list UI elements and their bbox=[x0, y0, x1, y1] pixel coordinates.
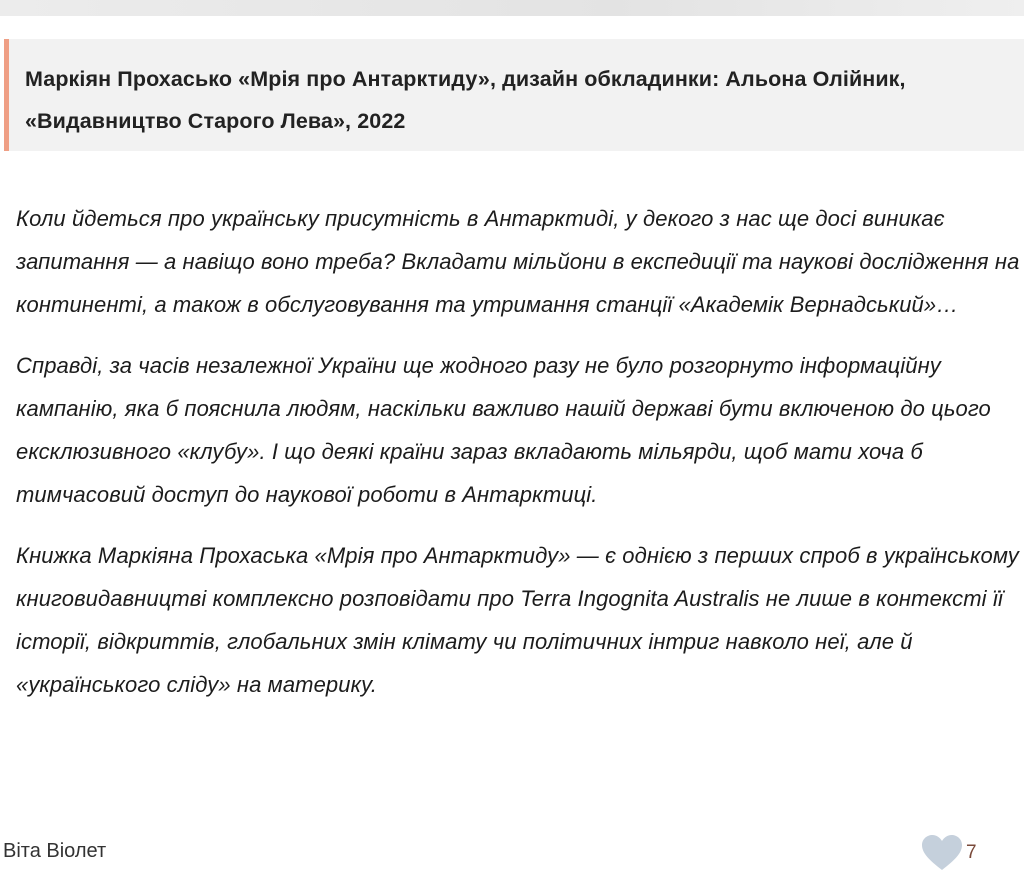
article-paragraph: Книжка Маркіяна Прохаська «Мрія про Антарктиду» — є однією з перших спроб в українському книговидавництві комплексно розповідати про Terra Ingognita Australis не лише в контексті її історії, відкриттів, глобальних змін клімату чи політичних інтриг навколо неї, але й «українського сліду» на материку. bbox=[16, 543, 1019, 697]
heart-icon bbox=[921, 834, 963, 872]
article-paragraph: Коли йдеться про українську присутність в Антарктиді, у декого з нас ще досі виникає запитання — а навіщо воно треба? Вкладати мільйони в експедиції та наукові дослідження на континенті, а також в обслуговування та утримання станції «Академік Вернадський»… bbox=[16, 206, 1020, 317]
like-count: 7 bbox=[966, 842, 977, 863]
author-name[interactable]: Віта Віолет bbox=[3, 840, 107, 862]
image-caption bbox=[4, 39, 1024, 151]
article-paragraph: Справді, за часів незалежної України ще жодного разу не було розгорнуто інформаційну кампанію, яка б пояснила людям, наскільки важливо нашій державі бути включеною до цього ексклюзивного «клубу». І що деякі країни зараз вкладають мільярди, щоб мати хоча б тимчасовий доступ до наукової роботи в Антарктиці. bbox=[16, 353, 991, 507]
caption-text: Маркіян Прохасько «Мрія про Антарктиду», дизайн обкладинки: Альона Олійник, «Видавництво Старого Лева», 2022 bbox=[25, 67, 906, 133]
top-bar bbox=[0, 0, 1024, 16]
article-footer bbox=[0, 838, 1024, 868]
like-button[interactable] bbox=[921, 834, 963, 872]
article-body bbox=[16, 197, 1020, 724]
